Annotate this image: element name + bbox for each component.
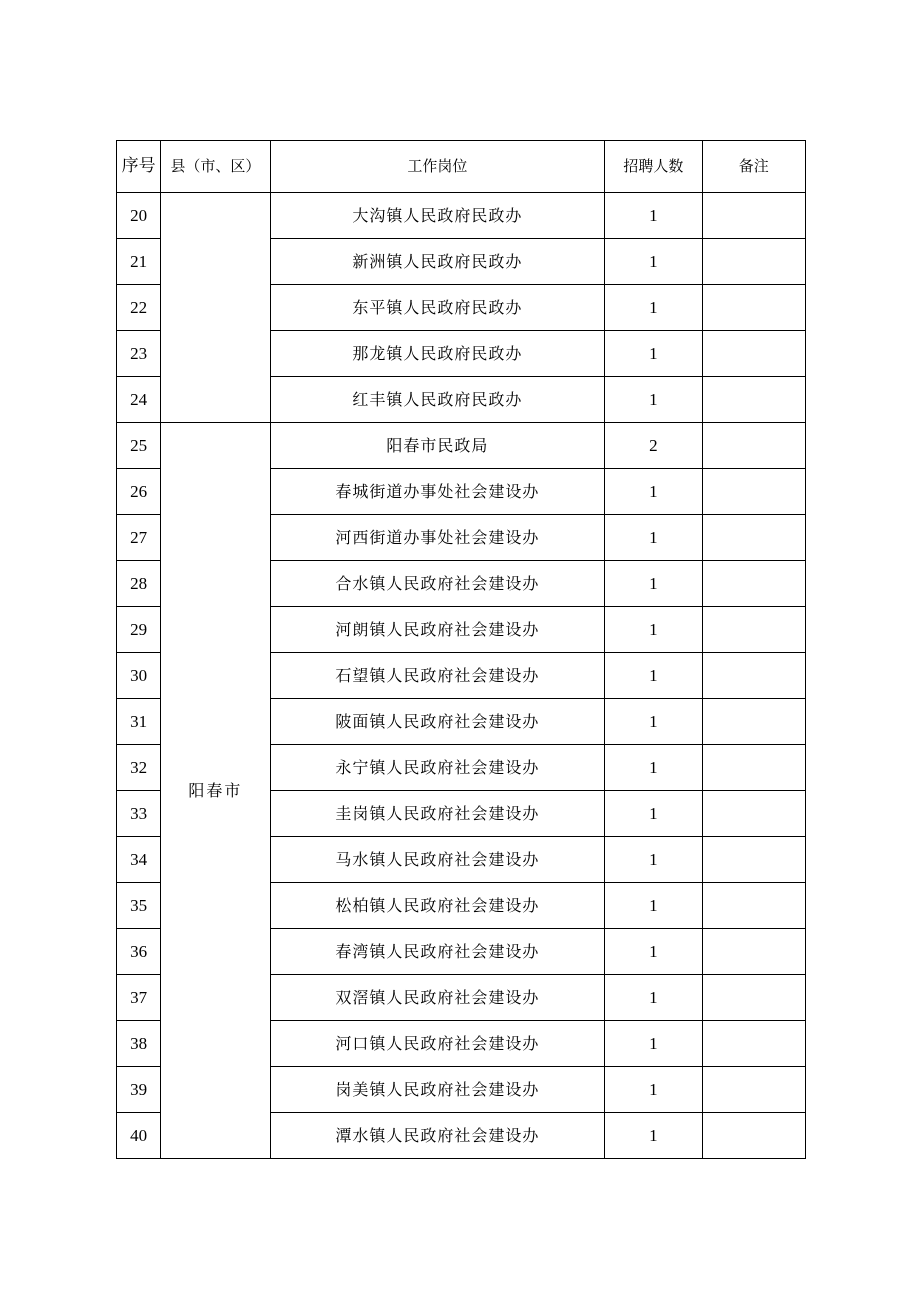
row-count: 1 [605,883,702,929]
row-post: 大沟镇人民政府民政办 [270,193,604,239]
row-count: 1 [605,1113,702,1159]
row-count: 1 [605,377,702,423]
row-post: 春城街道办事处社会建设办 [270,469,604,515]
row-note [702,469,805,515]
header-county: 县（市、区） [161,141,270,193]
row-post: 石望镇人民政府社会建设办 [270,653,604,699]
row-seq: 24 [117,377,161,423]
row-note [702,1021,805,1067]
row-seq: 31 [117,699,161,745]
row-post: 圭岗镇人民政府社会建设办 [270,791,604,837]
row-post: 马水镇人民政府社会建设办 [270,837,604,883]
row-note [702,239,805,285]
row-note [702,377,805,423]
row-post: 红丰镇人民政府民政办 [270,377,604,423]
row-count: 1 [605,607,702,653]
row-seq: 30 [117,653,161,699]
row-count: 1 [605,239,702,285]
row-count: 1 [605,837,702,883]
row-count: 1 [605,699,702,745]
row-count: 1 [605,929,702,975]
row-seq: 20 [117,193,161,239]
row-seq: 21 [117,239,161,285]
row-note [702,745,805,791]
row-seq: 38 [117,1021,161,1067]
row-seq: 34 [117,837,161,883]
row-post: 陂面镇人民政府社会建设办 [270,699,604,745]
row-post: 双滘镇人民政府社会建设办 [270,975,604,1021]
row-post: 东平镇人民政府民政办 [270,285,604,331]
row-post: 河西街道办事处社会建设办 [270,515,604,561]
row-post: 合水镇人民政府社会建设办 [270,561,604,607]
row-seq: 27 [117,515,161,561]
row-post: 春湾镇人民政府社会建设办 [270,929,604,975]
recruitment-table [116,140,806,1159]
row-post: 松柏镇人民政府社会建设办 [270,883,604,929]
recruitment-table-page [116,140,806,1159]
row-seq: 28 [117,561,161,607]
row-seq: 25 [117,423,161,469]
row-note [702,837,805,883]
row-note [702,285,805,331]
row-count: 1 [605,469,702,515]
row-count: 2 [605,423,702,469]
table-row [117,193,806,239]
table-row [117,423,806,469]
row-seq: 39 [117,1067,161,1113]
row-count: 1 [605,653,702,699]
row-post: 岗美镇人民政府社会建设办 [270,1067,604,1113]
row-post: 那龙镇人民政府民政办 [270,331,604,377]
row-count: 1 [605,1021,702,1067]
row-post: 潭水镇人民政府社会建设办 [270,1113,604,1159]
row-post: 阳春市民政局 [270,423,604,469]
row-seq: 26 [117,469,161,515]
row-post: 新洲镇人民政府民政办 [270,239,604,285]
row-note [702,193,805,239]
row-note [702,883,805,929]
row-note [702,975,805,1021]
row-post: 河口镇人民政府社会建设办 [270,1021,604,1067]
header-note: 备注 [702,141,805,193]
row-seq: 36 [117,929,161,975]
row-note [702,423,805,469]
row-seq: 40 [117,1113,161,1159]
row-note [702,607,805,653]
row-count: 1 [605,331,702,377]
row-post: 永宁镇人民政府社会建设办 [270,745,604,791]
row-note [702,1067,805,1113]
header-post: 工作岗位 [270,141,604,193]
table-body [117,193,806,1159]
row-count: 1 [605,193,702,239]
county-cell: 阳春市 [161,423,270,1159]
row-seq: 32 [117,745,161,791]
row-seq: 33 [117,791,161,837]
row-count: 1 [605,975,702,1021]
row-post: 河朗镇人民政府社会建设办 [270,607,604,653]
row-note [702,331,805,377]
header-count: 招聘人数 [605,141,702,193]
header-seq: 序号 [117,141,161,193]
table-header-row [117,141,806,193]
row-count: 1 [605,285,702,331]
row-note [702,929,805,975]
row-note [702,1113,805,1159]
row-seq: 22 [117,285,161,331]
row-count: 1 [605,745,702,791]
row-seq: 35 [117,883,161,929]
row-count: 1 [605,1067,702,1113]
row-count: 1 [605,515,702,561]
county-cell [161,193,270,423]
row-seq: 29 [117,607,161,653]
row-note [702,653,805,699]
row-count: 1 [605,791,702,837]
row-note [702,791,805,837]
row-seq: 23 [117,331,161,377]
row-count: 1 [605,561,702,607]
row-note [702,515,805,561]
row-note [702,699,805,745]
row-seq: 37 [117,975,161,1021]
row-note [702,561,805,607]
